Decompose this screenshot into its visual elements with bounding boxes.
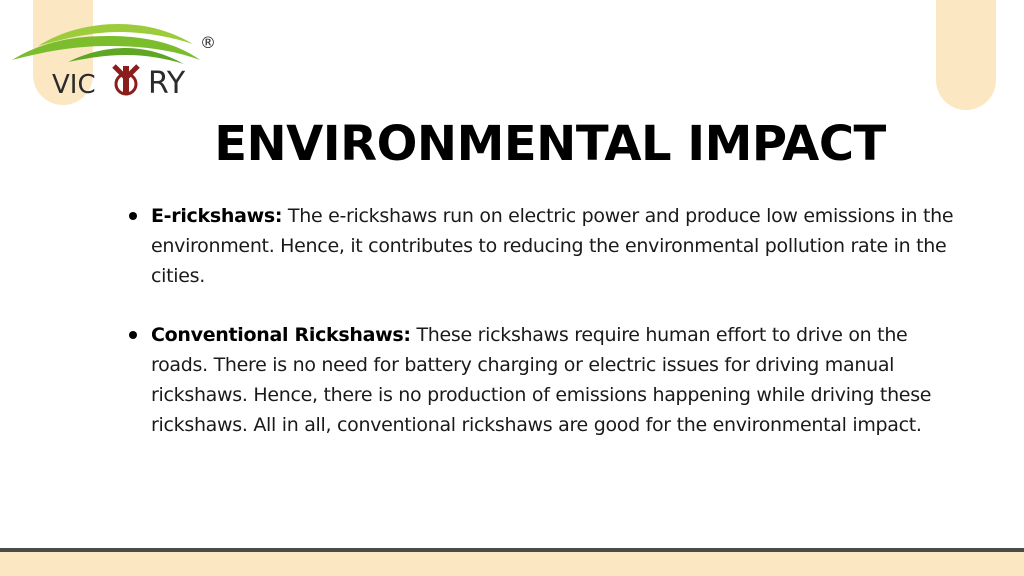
registered-mark: ® — [200, 33, 216, 52]
bullet-list — [129, 201, 959, 469]
bullet-dot-icon — [129, 212, 137, 220]
bullet-text: The e-rickshaws run on electric power and produce low emissions in the environment. Hence, it contributes to reducing the environmental pollution rate in the cities. — [151, 205, 954, 287]
bullet-text: These rickshaws require human effort to drive on the roads. There is no need for battery charging or electric issues for driving manual rickshaws. Hence, there is no production of emissions happening while driving these rickshaws. All in all, conventional rickshaws are good for the environmental impact. — [151, 324, 932, 436]
bullet-item-e-rickshaws — [129, 201, 959, 291]
decorative-tab-right — [936, 0, 996, 110]
bullet-item-conventional-rickshaws — [129, 320, 959, 440]
footer-band — [0, 552, 1024, 576]
bullet-term: E-rickshaws: — [151, 205, 283, 227]
logo-text-vic: VIC — [52, 70, 96, 100]
victory-logo — [8, 22, 228, 107]
logo-text-ry: RY — [148, 66, 186, 101]
bullet-dot-icon — [129, 331, 137, 339]
bullet-term: Conventional Rickshaws: — [151, 324, 411, 346]
slide-title: ENVIRONMENTAL IMPACT — [214, 116, 886, 172]
